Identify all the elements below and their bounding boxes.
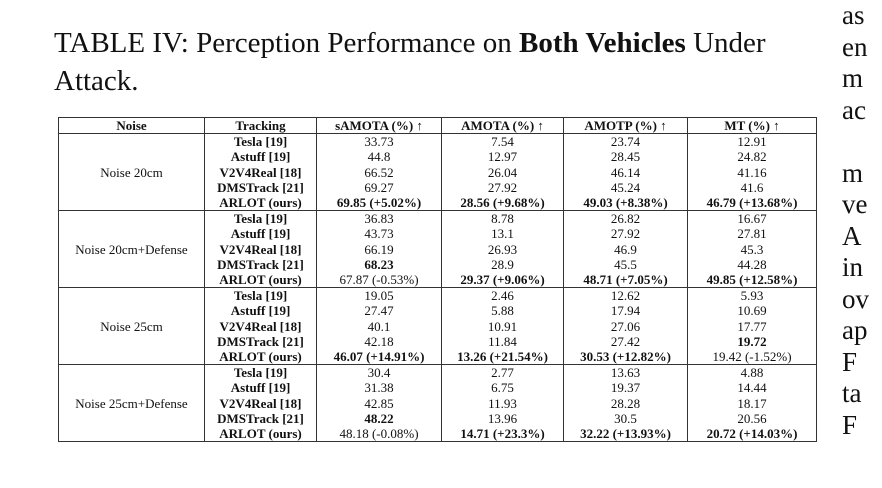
method-cell: DMSTrack [21] <box>205 411 317 426</box>
noise-cell: Noise 20cm+Defense <box>59 211 205 288</box>
value-cell: 26.93 <box>442 242 564 257</box>
value-cell: 68.23 <box>317 257 442 272</box>
header-row <box>59 118 817 134</box>
value-cell: 14.44 <box>688 380 817 395</box>
text-fragment: en <box>842 31 868 62</box>
method-cell: Astuff [19] <box>205 226 317 241</box>
method-cell: Astuff [19] <box>205 149 317 164</box>
value-cell: 10.91 <box>442 319 564 334</box>
value-cell: 49.03 (+8.38%) <box>564 195 688 211</box>
value-cell: 5.93 <box>688 288 817 304</box>
value-cell: 48.71 (+7.05%) <box>564 272 688 288</box>
value-cell: 13.1 <box>442 226 564 241</box>
method-cell: Astuff [19] <box>205 380 317 395</box>
value-cell: 46.14 <box>564 165 688 180</box>
value-cell: 31.38 <box>317 380 442 395</box>
text-fragment: ta <box>842 378 862 408</box>
value-cell: 20.56 <box>688 411 817 426</box>
value-cell: 18.17 <box>688 396 817 411</box>
noise-cell: Noise 25cm+Defense <box>59 365 205 442</box>
noise-cell: Noise 25cm <box>59 288 205 365</box>
method-cell: Tesla [19] <box>205 211 317 227</box>
value-cell: 12.97 <box>442 149 564 164</box>
value-cell: 28.45 <box>564 149 688 164</box>
value-cell: 27.92 <box>442 180 564 195</box>
method-cell: DMSTrack [21] <box>205 334 317 349</box>
value-cell: 12.62 <box>564 288 688 304</box>
method-cell: V2V4Real [18] <box>205 242 317 257</box>
table-row <box>59 288 817 304</box>
value-cell: 17.77 <box>688 319 817 334</box>
text-fragment: ve <box>842 189 868 219</box>
value-cell: 66.19 <box>317 242 442 257</box>
value-cell: 19.37 <box>564 380 688 395</box>
text-fragment: m <box>842 63 864 93</box>
value-cell: 30.53 (+12.82%) <box>564 349 688 365</box>
value-cell: 2.77 <box>442 365 564 381</box>
text-fragment: in <box>842 252 864 282</box>
value-cell: 27.06 <box>564 319 688 334</box>
header-noise: Noise <box>59 118 205 134</box>
value-cell: 16.67 <box>688 211 817 227</box>
value-cell: 6.75 <box>442 380 564 395</box>
value-cell: 45.5 <box>564 257 688 272</box>
value-cell: 46.9 <box>564 242 688 257</box>
value-cell: 2.46 <box>442 288 564 304</box>
value-cell: 40.1 <box>317 319 442 334</box>
value-cell: 10.69 <box>688 303 817 318</box>
method-cell: Tesla [19] <box>205 134 317 150</box>
text-fragment: A <box>842 220 862 251</box>
value-cell: 28.9 <box>442 257 564 272</box>
value-cell: 28.28 <box>564 396 688 411</box>
value-cell: 45.3 <box>688 242 817 257</box>
value-cell: 45.24 <box>564 180 688 195</box>
value-cell: 42.85 <box>317 396 442 411</box>
text-fragment: ap <box>842 315 868 345</box>
method-cell: ARLOT (ours) <box>205 272 317 288</box>
value-cell: 44.8 <box>317 149 442 164</box>
value-cell: 42.18 <box>317 334 442 349</box>
value-cell: 66.52 <box>317 165 442 180</box>
value-cell: 12.91 <box>688 134 817 150</box>
method-cell: ARLOT (ours) <box>205 349 317 365</box>
value-cell: 67.87 (-0.53%) <box>317 272 442 288</box>
value-cell: 29.37 (+9.06%) <box>442 272 564 288</box>
value-cell: 13.26 (+21.54%) <box>442 349 564 365</box>
header-amotp: AMOTP (%) ↑ <box>564 118 688 134</box>
method-cell: V2V4Real [18] <box>205 165 317 180</box>
header-samota: sAMOTA (%) ↑ <box>317 118 442 134</box>
table-row <box>59 134 817 150</box>
value-cell: 44.28 <box>688 257 817 272</box>
text-fragment <box>842 126 882 158</box>
value-cell: 7.54 <box>442 134 564 150</box>
value-cell: 30.5 <box>564 411 688 426</box>
text-fragment: F <box>842 409 858 440</box>
value-cell: 27.42 <box>564 334 688 349</box>
value-cell: 28.56 (+9.68%) <box>442 195 564 211</box>
value-cell: 48.18 (-0.08%) <box>317 426 442 442</box>
value-cell: 5.88 <box>442 303 564 318</box>
method-cell: Tesla [19] <box>205 288 317 304</box>
value-cell: 8.78 <box>442 211 564 227</box>
caption-bold: Both Vehicles <box>519 27 686 59</box>
method-cell: Astuff [19] <box>205 303 317 318</box>
adjacent-column-text <box>842 0 882 441</box>
value-cell: 26.04 <box>442 165 564 180</box>
value-cell: 43.73 <box>317 226 442 241</box>
text-fragment: as <box>842 0 865 30</box>
value-cell: 23.74 <box>564 134 688 150</box>
value-cell: 49.85 (+12.58%) <box>688 272 817 288</box>
noise-cell: Noise 20cm <box>59 134 205 211</box>
value-cell: 19.42 (-1.52%) <box>688 349 817 365</box>
text-fragment: ac <box>842 94 866 125</box>
value-cell: 41.6 <box>688 180 817 195</box>
method-cell: ARLOT (ours) <box>205 195 317 211</box>
value-cell: 13.63 <box>564 365 688 381</box>
value-cell: 48.22 <box>317 411 442 426</box>
text-fragment: m <box>842 157 864 188</box>
header-mt: MT (%) ↑ <box>688 118 817 134</box>
value-cell: 11.93 <box>442 396 564 411</box>
table-row <box>59 211 817 227</box>
value-cell: 30.4 <box>317 365 442 381</box>
value-cell: 26.82 <box>564 211 688 227</box>
table-caption <box>54 24 810 100</box>
table-row <box>59 365 817 381</box>
value-cell: 27.81 <box>688 226 817 241</box>
value-cell: 69.85 (+5.02%) <box>317 195 442 211</box>
value-cell: 46.07 (+14.91%) <box>317 349 442 365</box>
value-cell: 27.47 <box>317 303 442 318</box>
method-cell: V2V4Real [18] <box>205 396 317 411</box>
value-cell: 19.05 <box>317 288 442 304</box>
method-cell: V2V4Real [18] <box>205 319 317 334</box>
results-table <box>58 117 817 442</box>
header-tracking: Tracking <box>205 118 317 134</box>
value-cell: 13.96 <box>442 411 564 426</box>
caption-prefix: TABLE IV: Perception Performance on <box>54 27 520 59</box>
method-cell: DMSTrack [21] <box>205 257 317 272</box>
value-cell: 33.73 <box>317 134 442 150</box>
text-fragment: ov <box>842 283 869 314</box>
value-cell: 11.84 <box>442 334 564 349</box>
value-cell: 36.83 <box>317 211 442 227</box>
value-cell: 4.88 <box>688 365 817 381</box>
method-cell: ARLOT (ours) <box>205 426 317 442</box>
header-amota: AMOTA (%) ↑ <box>442 118 564 134</box>
value-cell: 19.72 <box>688 334 817 349</box>
text-fragment: F <box>842 346 858 377</box>
value-cell: 17.94 <box>564 303 688 318</box>
value-cell: 46.79 (+13.68%) <box>688 195 817 211</box>
value-cell: 41.16 <box>688 165 817 180</box>
value-cell: 24.82 <box>688 149 817 164</box>
value-cell: 20.72 (+14.03%) <box>688 426 817 442</box>
value-cell: 27.92 <box>564 226 688 241</box>
method-cell: Tesla [19] <box>205 365 317 381</box>
caption-suffix: Under Attack. <box>54 27 766 97</box>
value-cell: 69.27 <box>317 180 442 195</box>
value-cell: 14.71 (+23.3%) <box>442 426 564 442</box>
value-cell: 32.22 (+13.93%) <box>564 426 688 442</box>
method-cell: DMSTrack [21] <box>205 180 317 195</box>
